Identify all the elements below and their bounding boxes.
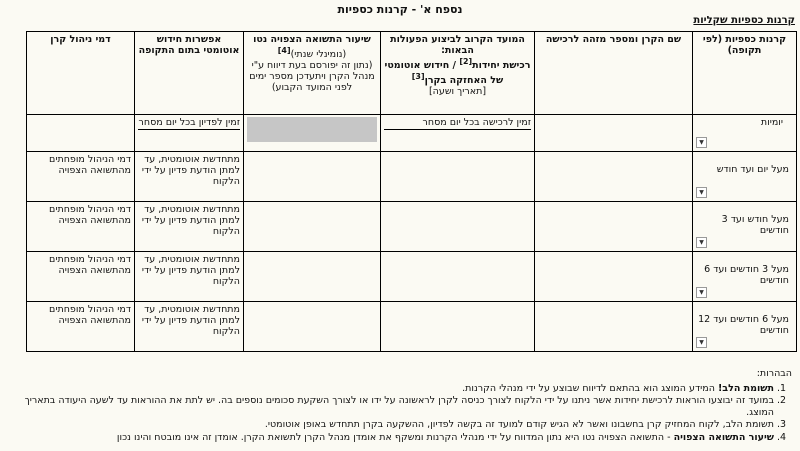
period-cell: מעל 3 חודשים ועד 6 חודשים ▼ <box>693 252 797 302</box>
table-row <box>27 202 797 252</box>
list-item: 1. תשומת הלב! המידע המוצג הוא בהתאם לדיווח שבוצע על ידי מנהלי הקרנות. <box>7 383 774 395</box>
expected-yield-cell[interactable] <box>244 302 381 352</box>
dropdown-arrow-icon[interactable]: ▼ <box>696 187 707 198</box>
period-cell: מעל 6 חודשים ועד 12 חודשים ▼ <box>693 302 797 352</box>
col-header-fund-name: שם הקרן ומספר מזהה לרכישה <box>535 32 693 115</box>
auto-renew-cell: מתחדשת אוטומטית, עד למתן הודעת פדיון על ידי הלקוח <box>135 252 244 302</box>
expected-yield-cell[interactable] <box>244 252 381 302</box>
col-header-auto-renew: אפשרות חידוש אוטומטי בתום התקופה <box>135 32 244 115</box>
dropdown-arrow-icon[interactable]: ▼ <box>696 237 707 248</box>
management-fee-cell: דמי הניהול מופחתים מהתשואה הצפויה <box>27 302 135 352</box>
next-date-cell[interactable] <box>381 302 535 352</box>
section-subtitle: קרנות כספיות שקליות <box>693 15 795 26</box>
management-fee-cell: דמי הניהול מופחתים מהתשואה הצפויה <box>27 152 135 202</box>
expected-yield-cell <box>244 115 381 152</box>
expected-yield-cell[interactable] <box>244 152 381 202</box>
table-row <box>27 302 797 352</box>
col-header-period: קרנות כספיות (לפי תקופה) <box>693 32 797 115</box>
table-header-row <box>27 32 797 115</box>
table-row <box>27 152 797 202</box>
table-row <box>27 115 797 152</box>
list-item: 4. שיעור התשואה הצפויה - התשואה הצפויה נטו היא נתון המדווח על ידי מנהלי הקרנות ומשקף את אומדן מנהל הקרן לתשואת הקרן. אומדן זה אינו מובטח והינו נכון <box>7 432 774 444</box>
management-fee-cell: דמי הניהול מופחתים מהתשואה הצפויה <box>27 202 135 252</box>
clarifications-heading: הבהרות: <box>756 368 792 379</box>
period-cell: יומיות ▼ <box>693 115 797 152</box>
fund-name-cell[interactable] <box>535 152 693 202</box>
fund-name-cell[interactable] <box>535 202 693 252</box>
period-cell: מעל חודש ועד 3 חודשים ▼ <box>693 202 797 252</box>
dropdown-arrow-icon[interactable]: ▼ <box>696 337 707 348</box>
auto-renew-cell: מתחדשת אוטומטית, עד למתן הודעת פדיון על ידי הלקוח <box>135 302 244 352</box>
clarifications-list <box>7 383 792 444</box>
col-header-management-fee: דמי ניהול קרן <box>27 32 135 115</box>
auto-renew-cell: מתחדשת אוטומטית, עד למתן הודעת פדיון על ידי הלקוח <box>135 152 244 202</box>
col-header-next-date: המועד הקרוב לביצוע הפעולות הבאות: רכישת יחידות[2] / חידוש אוטומטי של האחזקה בקרן[3] [תאריך ושעה] <box>381 32 535 115</box>
period-cell: מעל יום ועד חודש ▼ <box>693 152 797 202</box>
clarifications-section <box>7 368 792 444</box>
dropdown-arrow-icon[interactable]: ▼ <box>696 287 707 298</box>
fund-name-cell[interactable] <box>535 302 693 352</box>
next-date-cell[interactable] <box>381 202 535 252</box>
table-row <box>27 252 797 302</box>
list-item: 2. במועד זה יבוצעו הוראות לרכישת יחידות אשר ניתנו על ידי הלקוח לצורך כניסה לקרן לראשונה על ידו או לצורך השקעת סכומים נוספים בה. יש לתת את ההוראות עד לשעה היעודה בתאריך המוצג. <box>7 395 774 418</box>
dropdown-arrow-icon[interactable]: ▼ <box>696 137 707 148</box>
management-fee-cell <box>27 115 135 152</box>
next-date-cell[interactable]: זמין לרכישה בכל יום מסחר <box>381 115 535 152</box>
funds-table <box>26 31 797 352</box>
col-header-expected-yield: שיעור התשואה הצפויה נטו (נומינלי שנתי)[4] (נתון זה יפורסם בעת דיווח ע"י מנהל הקרן ויתעדכן מספר ימים לפני המועד הקבוע) <box>244 32 381 115</box>
page-title: נספח א' - קרנות כספיות <box>337 3 463 16</box>
expected-yield-cell[interactable] <box>244 202 381 252</box>
auto-renew-cell[interactable]: זמין לפדיון בכל יום מסחר <box>135 115 244 152</box>
next-date-cell[interactable] <box>381 152 535 202</box>
list-item: 3. תשומת הלב, לקוח המחזיק קרן בחשבונו ואשר לא הגיש קודם למועד זה בקשה לפדיון, ההשקעה בקרן תתחדש באופן אוטומטי. <box>7 419 774 431</box>
next-date-cell[interactable] <box>381 252 535 302</box>
management-fee-cell: דמי הניהול מופחתים מהתשואה הצפויה <box>27 252 135 302</box>
fund-name-cell[interactable] <box>535 252 693 302</box>
fund-name-cell[interactable] <box>535 115 693 152</box>
shaded-field <box>247 117 377 142</box>
auto-renew-cell: מתחדשת אוטומטית, עד למתן הודעת פדיון על ידי הלקוח <box>135 202 244 252</box>
